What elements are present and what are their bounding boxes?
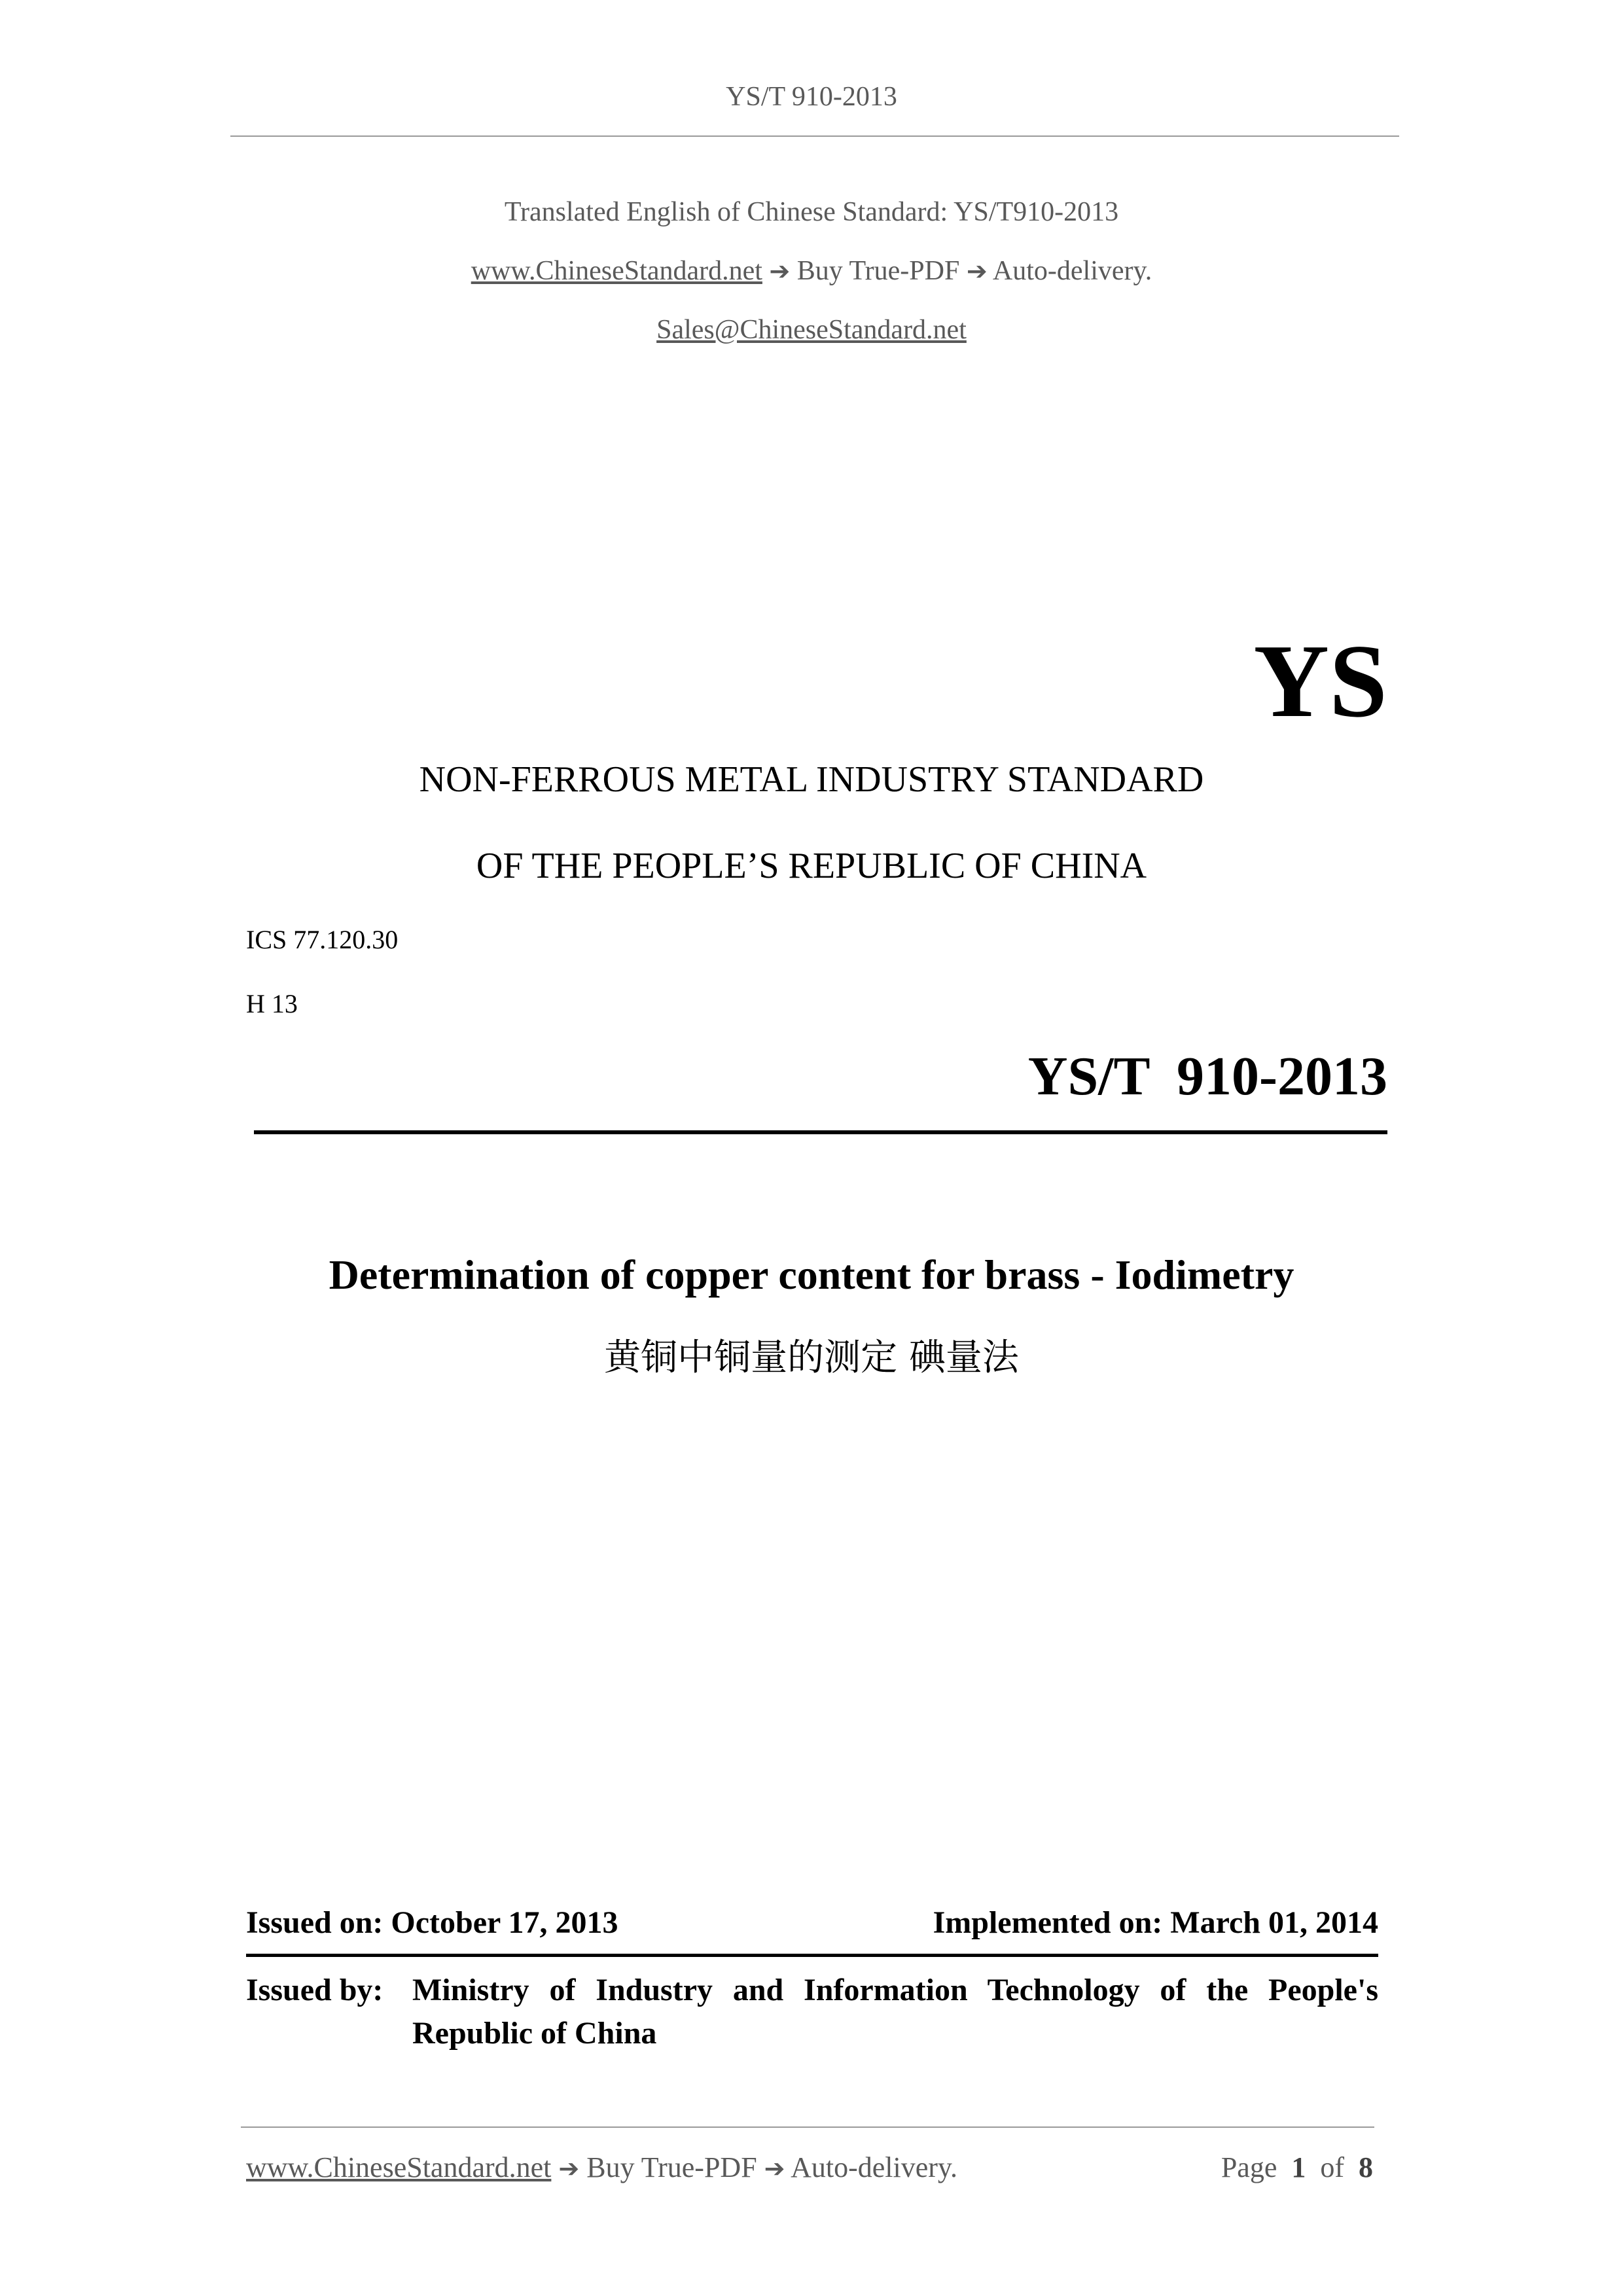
purchase-notice — [0, 254, 1623, 288]
footer-purchase-notice — [246, 2149, 957, 2187]
title-english: Determination of copper content for brass - Iodimetry — [329, 1251, 1294, 1298]
arrow-right-icon: ➔ — [558, 2154, 580, 2183]
header-rule — [230, 135, 1399, 137]
issue-rule — [246, 1954, 1378, 1957]
arrow-right-icon: ➔ — [769, 257, 791, 285]
issued-by-body: Ministry of Industry and Information Technology of the People's Republic of China — [412, 1973, 1378, 2051]
footer-site-link[interactable]: www.ChineseStandard.net — [246, 2151, 552, 2183]
issued-on-date: Issued on: October 17, 2013 — [246, 1905, 618, 1940]
footer-delivery-text: Auto-delivery. — [791, 2151, 958, 2183]
running-header: YS/T 910-2013 — [726, 82, 897, 112]
industry-line-2: OF THE PEOPLE’S REPUBLIC OF CHINA — [476, 846, 1147, 886]
title-chinese: 黄铜中铜量的测定 碘量法 — [604, 1336, 1019, 1379]
industry-line-1: NON-FERROUS METAL INDUSTRY STANDARD — [419, 759, 1204, 800]
delivery-text: Auto-delivery. — [992, 256, 1152, 286]
site-link[interactable]: www.ChineseStandard.net — [471, 256, 762, 286]
standard-number: YS/T 910-2013 — [1027, 1046, 1387, 1107]
implemented-on-date: Implemented on: March 01, 2014 — [933, 1905, 1378, 1940]
footer-rule — [241, 2126, 1374, 2128]
email-notice — [0, 313, 1623, 347]
translation-notice: Translated English of Chinese Standard: YS/T910-2013 — [504, 197, 1119, 227]
page-label: Page — [1221, 2151, 1277, 2183]
standard-number-rule — [254, 1130, 1387, 1134]
arrow-right-icon: ➔ — [966, 257, 988, 285]
footer-buy-text: Buy True-PDF — [586, 2151, 757, 2183]
page-of: of — [1320, 2151, 1344, 2183]
issued-by-label: Issued by: — [246, 1973, 383, 2007]
arrow-right-icon: ➔ — [764, 2154, 785, 2183]
page-indicator — [1221, 2149, 1373, 2186]
page-current: 1 — [1291, 2151, 1306, 2183]
page-total: 8 — [1359, 2151, 1373, 2183]
email-link[interactable]: Sales@ChineseStandard.net — [656, 315, 967, 345]
buy-text: Buy True-PDF — [796, 256, 960, 286]
ccs-code: H 13 — [246, 989, 298, 1018]
ics-code: ICS 77.120.30 — [246, 925, 399, 954]
ys-logo: YS — [1253, 622, 1387, 739]
